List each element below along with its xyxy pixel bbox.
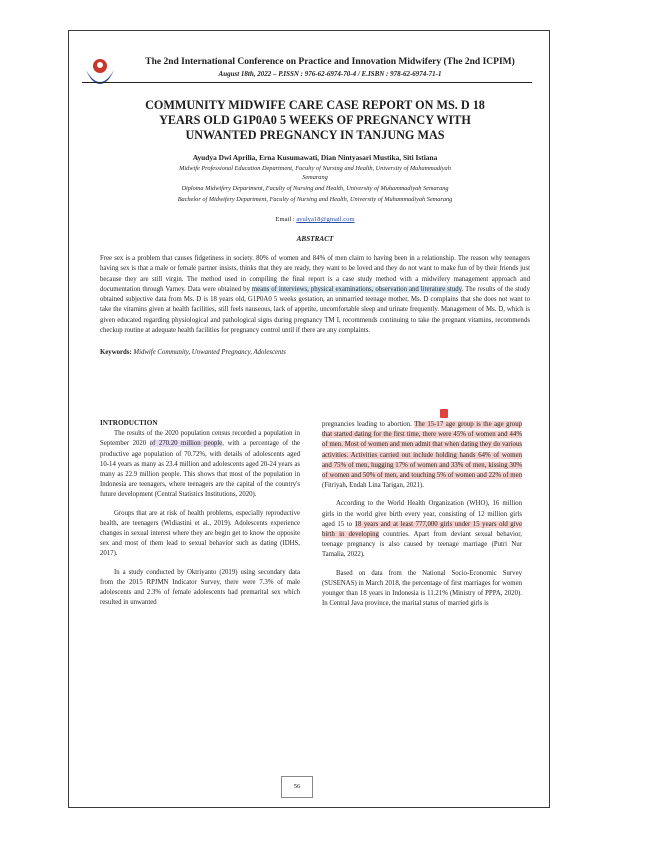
- affiliation: Bachelor of Midwifery Department, Faculty of Nursing and Health, University of Muhammadiyah Semarang: [177, 196, 453, 203]
- text-highlight[interactable]: of 270.20 million people: [149, 440, 223, 448]
- abstract-segment: Free sex is a problem that causes fidgetiness in society. 80% of women and 84% of men claim to having been in a relationship. The reason why teenagers having sex is that a male or female partner insists, thinks that they are ready, they want to be loved and they do not want to make fun of by their friends just because they are still virgin. The method used in compiling the final report is a case study method with a midwifery management approach and documentation through Varney. Data were obtained by: [100, 255, 530, 293]
- conference-title: The 2nd International Conference on Practice and Innovation Midwifery (The 2nd ICPIM): [145, 57, 515, 67]
- keywords-label: Keywords:: [100, 349, 132, 356]
- header-divider: [82, 82, 532, 83]
- paragraph: Groups that are at risk of health problems, especially reproductive health, are teenagers (Widiastini et al., 2019). Adolescents experience changes in sexual interest where they are begin get to know the opposite sex and most of them lead to sexual behavior such as dating (IDHS, 2017).: [100, 509, 300, 558]
- paragraph: [322, 499, 522, 560]
- email-label: Email :: [275, 216, 295, 223]
- email-line: [90, 216, 540, 223]
- text-segment: According to the World Health Organization (WHO), 16 million girls in the world give birth every year, consisting of 12 million girls aged 15 to: [322, 500, 522, 528]
- text-segment: pregnancies leading to abortion.: [322, 421, 415, 428]
- title-line: COMMUNITY MIDWIFE CARE CASE REPORT ON MS. D 18: [145, 98, 485, 112]
- author-list: Ayudya Dwi Aprilia, Erna Kusumawati, Dian Nintyasari Mustika, Siti Istiana: [192, 153, 438, 162]
- paragraph: [100, 429, 300, 500]
- email-link[interactable]: ayulya18@gmail.com: [296, 216, 355, 223]
- conference-logo-icon: [82, 54, 118, 90]
- affiliation: Diploma Midwifery Department, Faculty of Nursing and Health, University of Muhammadiyah Semarang: [181, 185, 449, 192]
- text-highlight[interactable]: The 15-17 age group is the age group that started dating for the first time, there were 45% of women and 44% of men. Most of women and men admit that when dating they do various activities. Activities carried out include holding hands 64% of women and 75% of men, hugging 17% of women and 33% of men, kissing 30% of women and 50% of men, and touching 5% of women and 22% of men: [322, 421, 523, 480]
- affiliation: Midwife Professional Education Department, Faculty of Nursing and Health, University of Muhammadiyah: [179, 165, 451, 172]
- keywords-text: Midwife Community, Unwanted Pregnancy, Adolescents: [133, 349, 286, 356]
- text-segment: , with a percentage of the productive age population of 70.72%, with details of adolescents aged 10-14 years as many as 23.4 million and adolescents aged 20-24 years as many as 22.9 million people. This shows that most of the population in Indonesia are teenagers, where teenagers are the capital of the country's future development (Central Statistics Institutions, 2020).: [100, 440, 300, 499]
- abstract-heading: ABSTRACT: [296, 235, 334, 243]
- paragraph: In a study conducted by Oktriyanto (2019) using secondary data from the 2015 RPJMN Indicator Survey, there were 7.3% of male adolescents and 2.3% of female adolescents had premarital sex which resulted in unwanted: [100, 568, 300, 607]
- abstract-highlight[interactable]: means of interviews, physical examinations, observation and literature study: [251, 285, 462, 293]
- right-column: [322, 420, 522, 617]
- abstract-segment: . The results of the study obtained subjective data from Ms. D is 18 years old, G1P0A0 5 weeks gestation, an unmarried teenage mother, Ms. D complains that she does not want to take the vitamins given at health facilities, still feels nauseous, lack of appetite, uncomfortable sleep and urinate frequently. Management of Ms. D, which is given educated regarding physiological and pathological signs during pregnancy TM I, recommends continuing to take the pregnant vitamins, recommends checkup routine at adequate health facilities for pregnancy control until if there are any complaints.: [100, 285, 530, 335]
- paragraph: Based on data from the National Socio-Economic Survey (SUSENAS) in March 2018, the percentage of first marriages for women younger than 18 years in Indonesia is 11.21% (Ministry of PPPA, 2020). In Central Java province, the marital status of married girls is: [322, 569, 522, 608]
- text-highlight[interactable]: 18 years and at least 777,000 girls under 15 years old give birth in developing: [322, 520, 522, 539]
- annotation-marker-icon[interactable]: [440, 409, 448, 418]
- title-line: YEARS OLD G1P0A0 5 WEEKS OF PREGNANCY WITH: [159, 113, 471, 127]
- text-segment: countries. Apart from deviant sexual behavior, teenage pregnancy is also caused by teenage marriage (Putri Nur Tamalia, 2022).: [322, 531, 522, 559]
- keywords-line: [100, 349, 530, 356]
- affiliation: Semarang: [302, 174, 328, 181]
- text-segment: The results of the 2020 population census recorded a population in September 2020: [100, 430, 300, 448]
- section-heading: INTRODUCTION: [100, 419, 158, 427]
- paper-title: [110, 98, 520, 143]
- abstract-text: [100, 254, 530, 336]
- title-line: UNWANTED PREGNANCY IN TANJUNG MAS: [185, 128, 445, 142]
- conference-issn: August 18th, 2022 – P.ISSN : 976-62-6974-70-4 / E.ISBN : 978-62-6974-71-1: [218, 70, 442, 78]
- page-number: 56: [281, 776, 313, 798]
- text-segment: (Fitriyah, Endah Lina Tarigan, 2021).: [322, 482, 424, 490]
- left-column: [100, 418, 300, 616]
- paragraph: [322, 420, 522, 491]
